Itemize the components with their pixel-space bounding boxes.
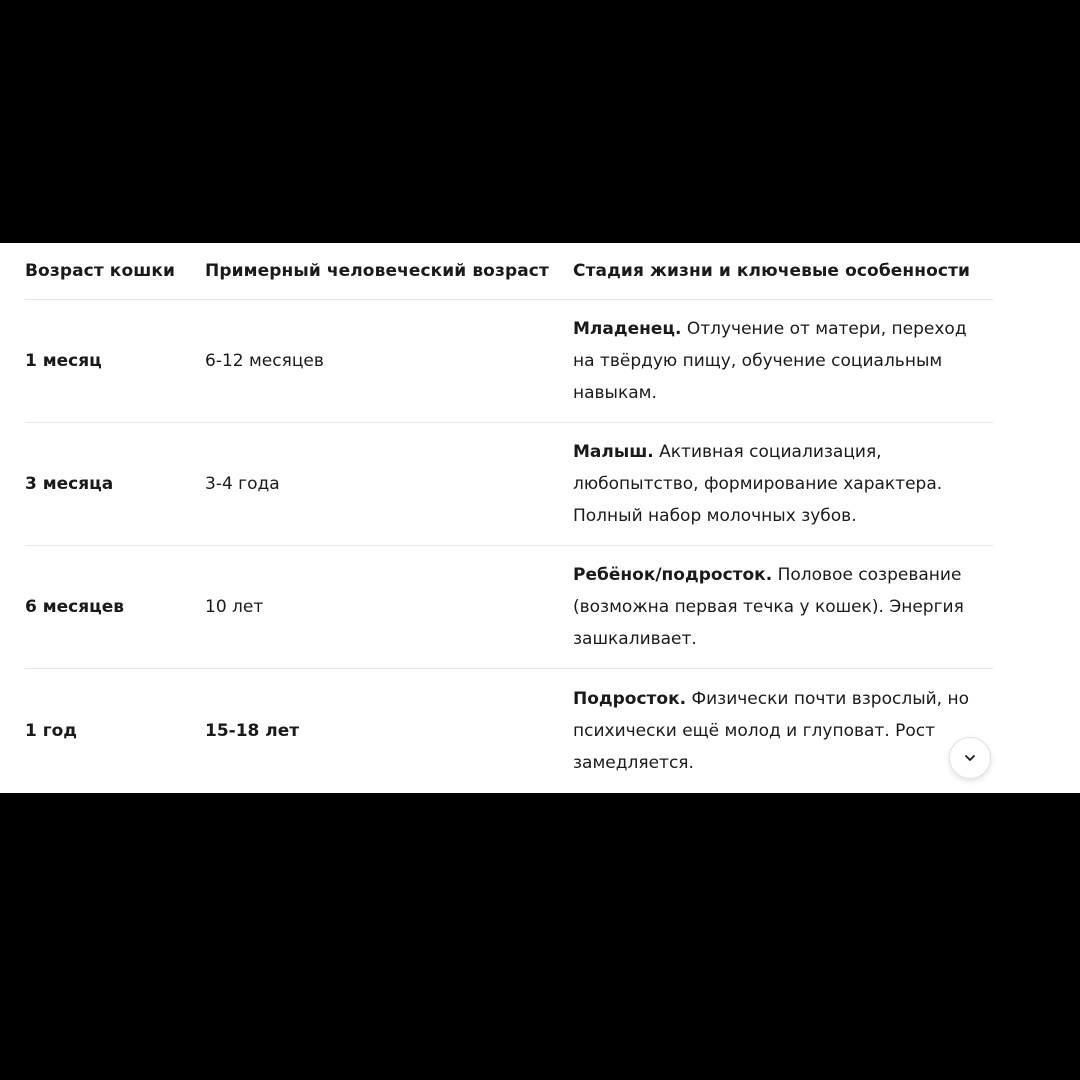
human-age-cell: 10 лет [205, 597, 264, 617]
cat-age-cell: 6 месяцев [25, 597, 125, 617]
header-life-stage: Стадия жизни и ключевые особенности [573, 261, 971, 281]
human-age-cell: 15-18 лет [205, 720, 300, 741]
table-row [25, 669, 993, 792]
life-stage-cell [573, 313, 993, 409]
human-age-cell: 6-12 месяцев [205, 351, 324, 371]
table-row [25, 423, 993, 546]
life-stage-title: Малыш. [573, 442, 654, 462]
table-row [25, 546, 993, 669]
content-panel [0, 243, 1080, 793]
life-stage-cell [573, 559, 993, 655]
life-stage-title: Младенец. [573, 319, 682, 339]
life-stage-text: Половое созревание (возможна первая течка у кошек). Энергия зашкаливает. [573, 565, 964, 649]
life-stage-text: Отлучение от матери, переход на твёрдую пищу, обучение социальным навыкам. [573, 319, 967, 403]
life-stage-cell [573, 683, 993, 779]
life-stage-title: Подросток. [573, 688, 687, 709]
table-row [25, 300, 993, 423]
table-header-row [25, 243, 993, 300]
cat-age-cell: 1 год [25, 720, 78, 741]
cat-age-table [25, 243, 993, 792]
scroll-down-button[interactable] [949, 737, 991, 779]
chevron-down-icon [963, 751, 977, 765]
header-cat-age: Возраст кошки [25, 261, 176, 281]
life-stage-text: Физически почти взрослый, но психически ещё молод и глуповат. Рост замедляется. [573, 688, 970, 773]
cat-age-cell: 1 месяц [25, 351, 102, 371]
life-stage-title: Ребёнок/подросток. [573, 565, 773, 585]
human-age-cell: 3-4 года [205, 474, 280, 494]
life-stage-text: Активная социализация, любопытство, формирование характера. Полный набор молочных зубов. [573, 442, 943, 526]
life-stage-cell [573, 436, 993, 532]
cat-age-cell: 3 месяца [25, 474, 114, 494]
header-human-age: Примерный человеческий возраст [205, 261, 549, 281]
